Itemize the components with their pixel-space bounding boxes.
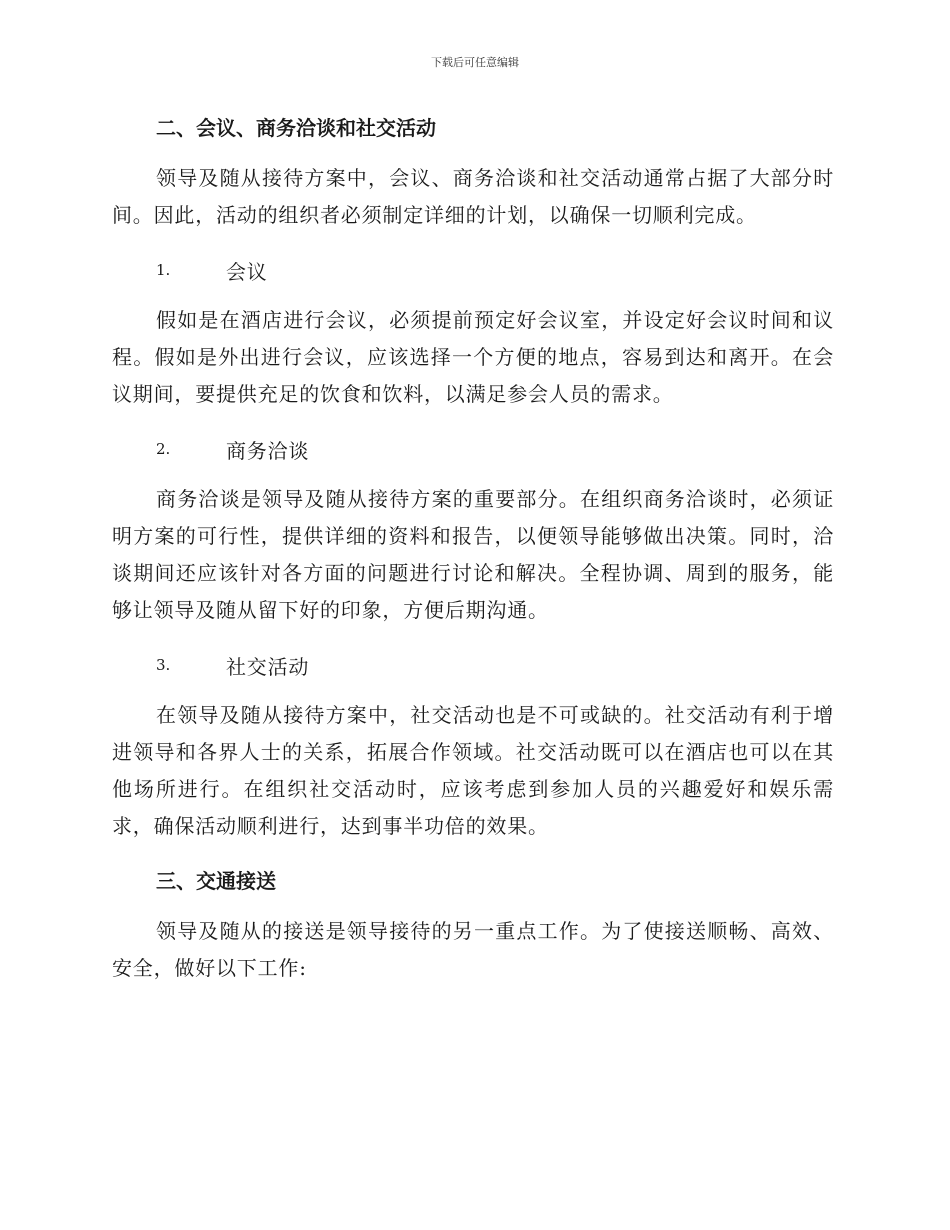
subsection-body-social: 在领导及随从接待方案中，社交活动也是不可或缺的。社交活动有利于增进领导和各界人士的关系，拓展合作领域。社交活动既可以在酒店也可以在其他场所进行。在组织社交活动时，应该考虑到参加人员的兴趣爱好和娱乐需求，确保活动顺利进行，达到事半功倍的效果。 bbox=[112, 703, 834, 838]
subsection-label: 商务洽谈 bbox=[226, 438, 310, 463]
document-body bbox=[112, 106, 834, 1001]
subsection-number: 3. bbox=[156, 656, 171, 674]
subsection-label: 会议 bbox=[226, 259, 268, 284]
subsection-number: 1. bbox=[156, 261, 171, 279]
subsection-label: 社交活动 bbox=[226, 654, 310, 679]
subsection-body-meeting: 假如是在酒店进行会议，必须提前预定好会议室，并设定好会议时间和议程。假如是外出进行会议，应该选择一个方便的地点，容易到达和离开。在会议期间，要提供充足的饮食和饮料，以满足参会人员的需求。 bbox=[112, 308, 834, 406]
subsection-body-negotiation: 商务洽谈是领导及随从接待方案的重要部分。在组织商务洽谈时，必须证明方案的可行性，提供详细的资料和报告，以便领导能够做出决策。同时，洽谈期间还应该针对各方面的问题进行讨论和解决。全程协调、周到的服务，能够让领导及随从留下好的印象，方便后期沟通。 bbox=[112, 487, 834, 622]
section-heading-transport: 三、交通接送 bbox=[156, 869, 276, 893]
subsection-title-negotiation bbox=[112, 427, 834, 471]
header-note: 下载后可任意编辑 bbox=[431, 56, 519, 69]
section-heading-meetings: 二、会议、商务洽谈和社交活动 bbox=[156, 116, 436, 140]
subsection-title-social bbox=[112, 643, 834, 687]
subsection-title-meeting bbox=[112, 248, 834, 292]
subsection-number: 2. bbox=[156, 440, 171, 458]
section-intro-meetings: 领导及随从接待方案中，会议、商务洽谈和社交活动通常占据了大部分时间。因此，活动的组织者必须制定详细的计划，以确保一切顺利完成。 bbox=[112, 166, 834, 227]
section-intro-transport: 领导及随从的接送是领导接待的另一重点工作。为了使接送顺畅、高效、安全，做好以下工作: bbox=[112, 919, 834, 980]
